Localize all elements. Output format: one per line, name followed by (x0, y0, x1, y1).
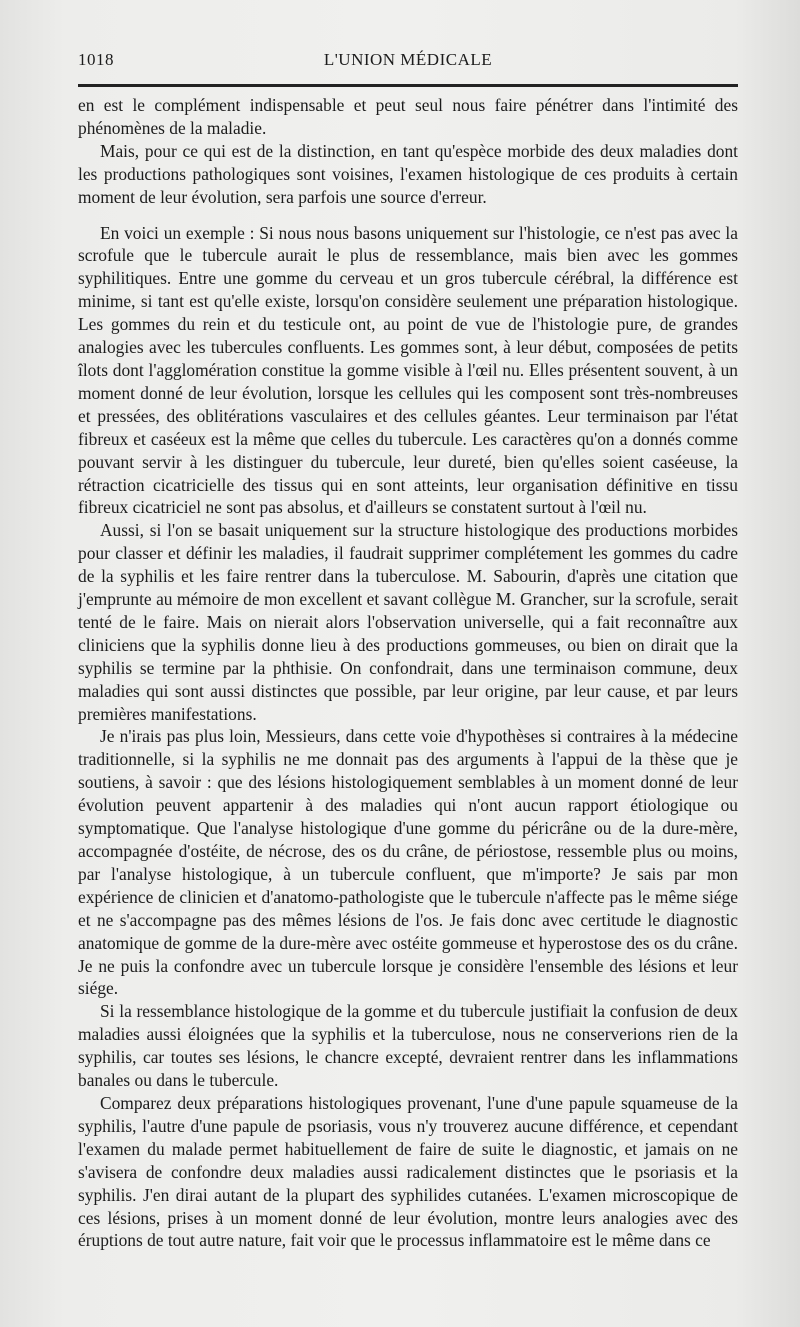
article-body (78, 94, 738, 1252)
paragraph-6: Si la ressemblance histologique de la gomme et du tubercule justifiait la confusion de deux maladies aussi éloignées que la syphilis et la tuberculose, nous ne conserverions rien de la syphilis, car toutes ses lésions, le chancre excepté, devraient rentrer dans les inflammations banales ou dans le tubercule. (78, 1001, 738, 1091)
page-header (78, 50, 738, 78)
paragraph-2: Mais, pour ce qui est de la distinction, en tant qu'espèce morbide des deux maladies dont les productions pathologiques sont voisines, l'examen histologique de ces produits à certain moment de leur évolution, sera parfois une source d'erreur. (78, 140, 738, 207)
paragraph-5: Je n'irais pas plus loin, Messieurs, dans cette voie d'hypothèses si contraires à la médecine traditionnelle, si la syphilis ne me donnait pas des arguments à l'appui de la thèse que je soutiens, à savoir : que des lésions histologiquement semblables à un moment donné de leur évolution peuvent appartenir à des maladies qui n'ont aucun rapport étiologique ou symptomatique. Que l'analyse histologique d'une gomme du péricrâne ou de la dure-mère, accompagnée d'ostéite, de nécrose, des os du crâne, de périostose, ressemble plus ou moins, par l'analyse histologique, à un tubercule confluent, que m'importe? Je sais par mon expérience de clinicien et d'anatomo-pathologiste que le tubercule n'affecte pas le même siége et ne s'accompagne pas des mêmes lésions de l'os. Je fais donc avec certitude le diagnostic anatomique de gomme de la dure-mère avec ostéite gommeuse et hyperostose des os du crâne. Je ne puis la confondre avec un tubercule lorsque je considère l'ensemble des lésions et leur siége. (78, 726, 738, 999)
header-rule (78, 84, 738, 87)
running-title: L'UNION MÉDICALE (323, 50, 493, 69)
page-number: 1018 (78, 50, 114, 69)
paragraph-4: Aussi, si l'on se basait uniquement sur la structure histologique des productions morbides pour classer et définir les maladies, il faudrait supprimer complétement les gommes du cadre de la syphilis et les faire rentrer dans la tuberculose. M. Sabourin, d'après une citation que j'emprunte au mémoire de mon excellent et savant collègue M. Grancher, sur la scrofule, serait tenté de le faire. Mais on nierait alors l'observation universelle, qui a fait reconnaître aux cliniciens que la syphilis donne lieu à des productions gommeuses, ou bien on dirait que la syphilis se termine par la phthisie. On confondrait, dans une terminaison commune, deux maladies qui sont aussi distinctes que possible, par leur origine, par leur cause, et par leurs premières manifestations. (78, 520, 738, 724)
paragraph-7: Comparez deux préparations histologiques provenant, l'une d'une papule squameuse de la syphilis, l'autre d'une papule de psoriasis, vous n'y trouverez aucune différence, et cependant l'examen du malade permet habituellement de faire de suite le diagnostic, et jamais on ne s'avisera de confondre deux maladies aussi radicalement distinctes que le psoriasis et la syphilis. J'en dirai autant de la plupart des syphilides cutanées. L'examen microscopique de ces lésions, prises à un moment donné de leur évolution, montre leurs analogies avec des éruptions de tout autre nature, fait voir que le processus inflammatoire est le même dans ce (78, 1092, 738, 1251)
paragraph-1: en est le complément indispensable et peut seul nous faire pénétrer dans l'intimité des phénomènes de la maladie. (78, 95, 738, 138)
paragraph-3: En voici un exemple : Si nous nous basons uniquement sur l'histologie, ce n'est pas avec la scrofule que le tubercule aurait le plus de ressemblance, mais bien avec les gommes syphilitiques. Entre une gomme du cerveau et un gros tubercule cérébral, la différence est minime, si tant est qu'elle existe, lorsqu'on considère seulement une préparation histologique. Les gommes du rein et du testicule ont, au point de vue de l'histologie pure, de grandes analogies avec les tubercules confluents. Les gommes sont, à leur début, composées de petits îlots dont l'agglomération constitue la gomme visible à l'œil nu. Elles présentent souvent, à un moment donné de leur évolution, lorsque les cellules qui les composent sont très-nombreuses et pressées, des oblitérations vasculaires et des cellules géantes. Leur terminaison par l'état fibreux et caséeux est la même que celles du tubercule. Les caractères qu'on a donnés comme pouvant servir à les distinguer du tubercule, leur dureté, bien qu'elles soient caséeuse, la rétraction cicatricielle des tissus qui en sont atteints, leur organisation définitive en tissu fibreux cicatriciel ne sont pas absolus, et d'ailleurs se constatent surtout à l'œil nu. (78, 222, 738, 518)
